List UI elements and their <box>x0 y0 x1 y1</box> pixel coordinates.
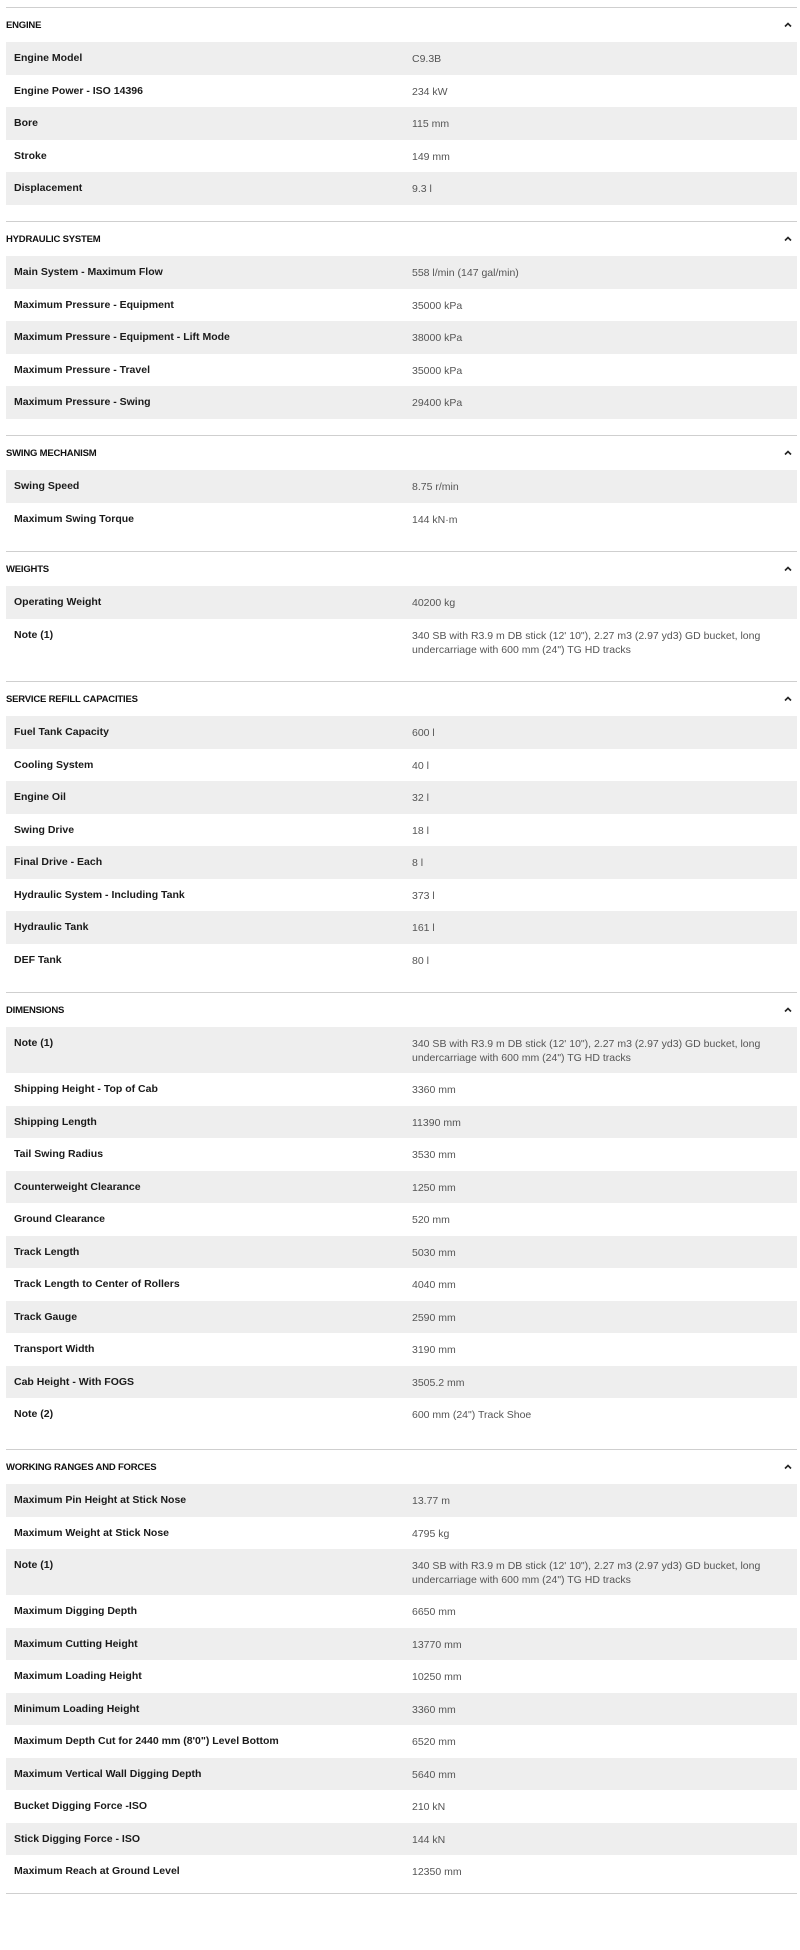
section-working-ranges-and-forces-header[interactable] <box>6 1450 797 1484</box>
section-swing-mechanism-header[interactable] <box>6 436 797 470</box>
spec-label: Maximum Vertical Wall Digging Depth <box>14 1767 202 1780</box>
spec-value: 38000 kPa <box>412 332 463 344</box>
spec-value: 144 kN <box>412 1833 446 1846</box>
spec-row <box>6 814 797 847</box>
spec-row <box>6 1171 797 1204</box>
spec-label: Displacement <box>14 182 83 194</box>
spec-row <box>6 1628 797 1661</box>
spec-label: Operating Weight <box>14 596 102 608</box>
section-title: ENGINE <box>6 20 42 31</box>
spec-value: 8.75 r/min <box>412 481 459 493</box>
spec-row <box>6 75 797 108</box>
spec-value: 12350 mm <box>412 1866 462 1878</box>
spec-row <box>6 1333 797 1366</box>
chevron-up-icon[interactable] <box>783 694 793 704</box>
spec-value: 234 kW <box>412 85 448 98</box>
spec-row <box>6 1268 797 1301</box>
spec-row <box>6 172 797 205</box>
section-engine-header[interactable] <box>6 8 797 42</box>
spec-label: Maximum Depth Cut for 2440 mm (8'0") Level Bottom <box>14 1735 279 1747</box>
spec-row <box>6 1517 797 1550</box>
spec-value: 2590 mm <box>412 1311 456 1324</box>
spec-value: 10250 mm <box>412 1671 462 1683</box>
spec-label: Bucket Digging Force -ISO <box>14 1800 148 1812</box>
spec-label: Note (1) <box>14 1559 54 1571</box>
section-title: SERVICE REFILL CAPACITIES <box>6 694 138 705</box>
spec-value: 13770 mm <box>412 1638 462 1651</box>
spec-row <box>6 1823 797 1856</box>
spec-label: Main System - Maximum Flow <box>14 266 163 278</box>
spec-label: Cab Height - With FOGS <box>14 1375 135 1388</box>
spec-row <box>6 1027 797 1073</box>
spec-row <box>6 1758 797 1791</box>
spec-label: Engine Oil <box>14 791 66 803</box>
spec-value: 18 l <box>412 824 429 837</box>
spec-label: Maximum Swing Torque <box>14 512 134 525</box>
spec-value: 161 l <box>412 922 435 934</box>
spec-table <box>6 716 797 976</box>
spec-table <box>6 42 797 205</box>
spec-label: Swing Drive <box>14 823 75 836</box>
section-dimensions-header[interactable] <box>6 993 797 1027</box>
spec-value: 373 l <box>412 889 435 902</box>
spec-row <box>6 107 797 140</box>
spec-value: 3360 mm <box>412 1703 456 1716</box>
spec-row <box>6 716 797 749</box>
spec-row <box>6 470 797 503</box>
spec-value: 210 kN <box>412 1801 446 1813</box>
section-title: SWING MECHANISM <box>6 448 97 459</box>
section-engine <box>6 7 797 205</box>
spec-row <box>6 846 797 879</box>
spec-label: Maximum Weight at Stick Nose <box>14 1526 170 1539</box>
spec-row <box>6 1484 797 1517</box>
spec-value: 6520 mm <box>412 1736 456 1748</box>
spec-row <box>6 1203 797 1236</box>
spec-value: 144 kN·m <box>412 513 458 526</box>
section-service-refill-capacities-header[interactable] <box>6 682 797 716</box>
spec-value: 149 mm <box>412 150 450 163</box>
spec-value: 3530 mm <box>412 1149 456 1161</box>
section-swing-mechanism <box>6 435 797 535</box>
section-service-refill-capacities <box>6 681 797 976</box>
spec-row <box>6 354 797 387</box>
spec-value: 40 l <box>412 759 429 772</box>
spec-label: Track Length <box>14 1245 80 1258</box>
section-title: WEIGHTS <box>6 564 49 575</box>
spec-value: 35000 kPa <box>412 364 463 377</box>
spec-value: 29400 kPa <box>412 397 463 409</box>
spec-label: Stick Digging Force - ISO <box>14 1832 141 1845</box>
spec-value: 40200 kg <box>412 597 456 609</box>
spec-value: 5640 mm <box>412 1768 456 1781</box>
chevron-up-icon[interactable] <box>783 564 793 574</box>
spec-row <box>6 42 797 75</box>
spec-value: 600 mm (24") Track Shoe <box>412 1409 532 1421</box>
spec-row <box>6 1236 797 1269</box>
spec-row <box>6 1693 797 1726</box>
spec-label: Cooling System <box>14 758 94 771</box>
spec-value: 13.77 m <box>412 1495 450 1507</box>
spec-table <box>6 470 797 535</box>
spec-value: 35000 kPa <box>412 299 463 312</box>
spec-label: Track Gauge <box>14 1310 78 1323</box>
spec-label: Minimum Loading Height <box>14 1702 140 1715</box>
spec-label: Engine Power - ISO 14396 <box>14 84 143 97</box>
spec-row <box>6 140 797 173</box>
spec-row <box>6 944 797 977</box>
spec-row <box>6 1725 797 1758</box>
spec-label: Maximum Pin Height at Stick Nose <box>14 1494 187 1506</box>
section-title: WORKING RANGES AND FORCES <box>6 1462 157 1473</box>
spec-value: 340 SB with R3.9 m DB stick (12' 10"), 2.27 m3 (2.97 yd3) GD bucket, long undercarriage with 600 mm (24") TG HD tracks <box>412 1560 761 1586</box>
chevron-up-icon[interactable] <box>783 1005 793 1015</box>
spec-row <box>6 256 797 289</box>
spec-label: Maximum Pressure - Equipment - Lift Mode <box>14 331 230 343</box>
spec-row <box>6 321 797 354</box>
spec-label: Engine Model <box>14 52 83 64</box>
spec-table <box>6 586 797 665</box>
spec-label: Stroke <box>14 149 47 162</box>
spec-value: 4795 kg <box>412 1527 450 1540</box>
spec-label: Maximum Pressure - Swing <box>14 396 151 408</box>
spec-row <box>6 879 797 912</box>
spec-row <box>6 503 797 536</box>
spec-row <box>6 289 797 322</box>
chevron-up-icon[interactable] <box>783 1462 793 1472</box>
section-title: DIMENSIONS <box>6 1005 65 1016</box>
section-hydraulic-system <box>6 221 797 419</box>
spec-value: 340 SB with R3.9 m DB stick (12' 10"), 2.27 m3 (2.97 yd3) GD bucket, long undercarriage with 600 mm (24") TG HD tracks <box>412 629 761 656</box>
spec-label: DEF Tank <box>14 953 62 966</box>
section-working-ranges-and-forces <box>6 1449 797 1888</box>
spec-row <box>6 1855 797 1888</box>
spec-label: Final Drive - Each <box>14 856 103 868</box>
spec-value: 11390 mm <box>412 1116 461 1129</box>
section-dimensions <box>6 992 797 1431</box>
spec-label: Ground Clearance <box>14 1213 106 1225</box>
spec-label: Maximum Loading Height <box>14 1670 142 1682</box>
bottom-divider <box>6 1893 797 1894</box>
spec-row <box>6 1106 797 1139</box>
spec-value: 4040 mm <box>412 1279 456 1291</box>
spec-value: 520 mm <box>412 1214 450 1226</box>
spec-value: 1250 mm <box>412 1181 456 1194</box>
spec-label: Maximum Cutting Height <box>14 1637 138 1650</box>
spec-label: Shipping Height - Top of Cab <box>14 1083 158 1095</box>
spec-value: 3505.2 mm <box>412 1376 465 1389</box>
spec-value: C9.3B <box>412 53 442 65</box>
spec-label: Transport Width <box>14 1343 95 1355</box>
spec-value: 80 l <box>412 954 429 967</box>
chevron-up-icon[interactable] <box>783 234 793 244</box>
spec-label: Note (1) <box>14 1037 54 1049</box>
spec-value: 558 l/min (147 gal/min) <box>412 267 519 279</box>
spec-row <box>6 1301 797 1334</box>
spec-label: Shipping Length <box>14 1115 97 1128</box>
spec-label: Counterweight Clearance <box>14 1180 141 1193</box>
spec-label: Hydraulic Tank <box>14 921 89 933</box>
spec-row <box>6 1366 797 1399</box>
spec-label: Swing Speed <box>14 480 80 492</box>
chevron-up-icon[interactable] <box>783 20 793 30</box>
spec-value: 340 SB with R3.9 m DB stick (12' 10"), 2.27 m3 (2.97 yd3) GD bucket, long undercarriage with 600 mm (24") TG HD tracks <box>412 1038 761 1064</box>
spec-row <box>6 586 797 619</box>
section-title: HYDRAULIC SYSTEM <box>6 234 101 245</box>
spec-row <box>6 386 797 419</box>
spec-label: Note (2) <box>14 1408 54 1420</box>
section-weights <box>6 551 797 665</box>
spec-row <box>6 619 797 665</box>
spec-row <box>6 1660 797 1693</box>
spec-value: 32 l <box>412 792 429 804</box>
spec-row <box>6 1595 797 1628</box>
spec-table <box>6 256 797 419</box>
spec-value: 115 mm <box>412 118 450 130</box>
spec-label: Fuel Tank Capacity <box>14 726 109 738</box>
spec-label: Maximum Pressure - Equipment <box>14 298 174 311</box>
spec-label: Bore <box>14 117 38 129</box>
spec-value: 3360 mm <box>412 1084 456 1096</box>
spec-label: Maximum Pressure - Travel <box>14 363 150 376</box>
spec-label: Hydraulic System - Including Tank <box>14 888 185 901</box>
spec-row <box>6 1549 797 1595</box>
spec-row <box>6 911 797 944</box>
spec-label: Track Length to Center of Rollers <box>14 1278 180 1290</box>
chevron-up-icon[interactable] <box>783 448 793 458</box>
spec-row <box>6 1790 797 1823</box>
spec-row <box>6 1073 797 1106</box>
spec-row <box>6 749 797 782</box>
spec-value: 5030 mm <box>412 1246 456 1259</box>
section-hydraulic-system-header[interactable] <box>6 222 797 256</box>
spec-value: 9.3 l <box>412 183 432 195</box>
spec-table <box>6 1484 797 1888</box>
spec-label: Maximum Reach at Ground Level <box>14 1865 180 1877</box>
spec-value: 8 l <box>412 857 424 869</box>
spec-row <box>6 1138 797 1171</box>
spec-label: Maximum Digging Depth <box>14 1605 138 1617</box>
spec-value: 3190 mm <box>412 1344 456 1356</box>
section-weights-header[interactable] <box>6 552 797 586</box>
spec-label: Note (1) <box>14 628 54 641</box>
spec-label: Tail Swing Radius <box>14 1148 104 1160</box>
spec-table <box>6 1027 797 1431</box>
spec-row <box>6 781 797 814</box>
spec-value: 6650 mm <box>412 1606 456 1618</box>
spec-row <box>6 1398 797 1431</box>
spec-value: 600 l <box>412 727 435 739</box>
